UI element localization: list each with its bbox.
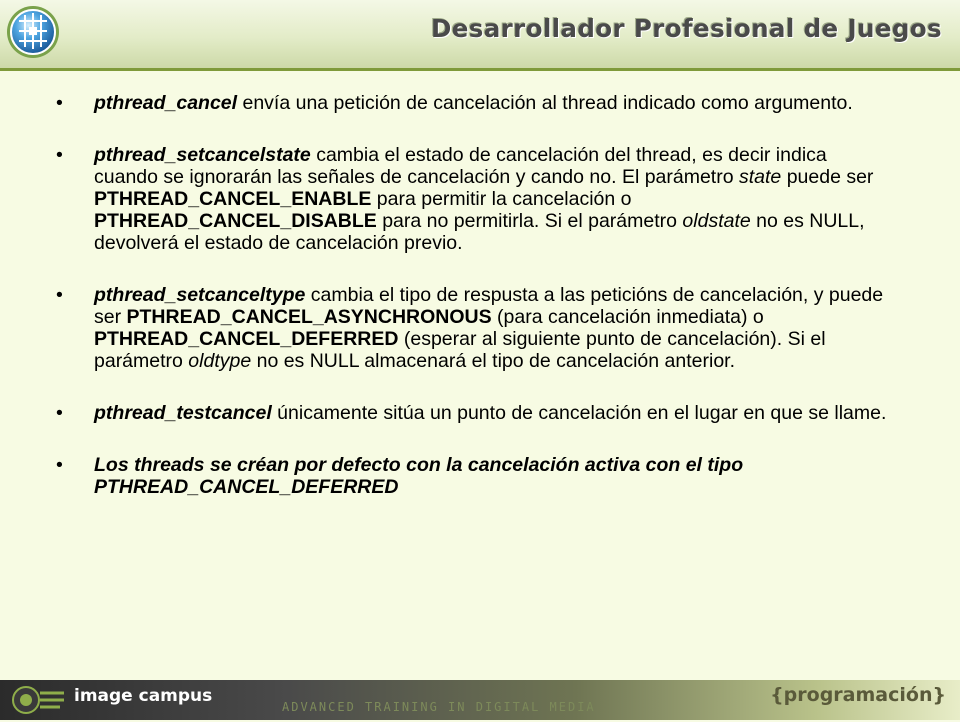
header-title: Desarrollador Profesional de Juegos (430, 14, 942, 43)
function-name: Los threads se créan por defecto con la cancelación activa con el tipo PTHREAD_CANCEL_DEFERRED (94, 454, 744, 498)
text-segment: (esperar al siguiente punto de cancelación). Si el parámetro (94, 328, 826, 372)
bullet-marker: • (56, 144, 63, 166)
bullet-text (94, 92, 896, 114)
footer-bar (0, 680, 960, 720)
parameter-name: oldstate (682, 210, 751, 232)
slide-content (56, 92, 896, 528)
function-name: pthread_testcancel (94, 402, 272, 424)
text-segment: únicamente sitúa un punto de cancelación en el lugar en que se llame. (271, 402, 887, 424)
circuit-globe-logo-icon (5, 3, 61, 61)
bullet-text (94, 284, 896, 372)
function-name: pthread_setcancelstate (94, 144, 311, 166)
text-segment: cambia el tipo de respusta a las peticións de cancelación, y puede ser (94, 284, 884, 328)
text-segment: no es NULL, devolverá el estado de cancelación previo. (94, 210, 865, 254)
bullet-item (56, 284, 896, 372)
bullet-marker: • (56, 402, 63, 424)
text-segment: puede ser (781, 166, 874, 188)
text-segment: no es NULL almacenará el tipo de cancelación anterior. (251, 350, 736, 372)
bullet-marker: • (56, 454, 63, 476)
footer-section-label: {programación} (770, 684, 946, 706)
text-segment: cambia el estado de cancelación del thread, es decir indica cuando se ignorarán las señales de cancelación y cando no. El parámetro (94, 144, 827, 188)
footer-brand: image campus (74, 686, 213, 706)
constant-name: PTHREAD_CANCEL_ASYNCHRONOUS (126, 306, 492, 328)
text-segment: (para cancelación inmediata) o (491, 306, 764, 328)
constant-name: PTHREAD_CANCEL_DEFERRED (94, 328, 399, 350)
bullet-marker: • (56, 92, 63, 114)
bullet-text (94, 454, 896, 498)
constant-name: PTHREAD_CANCEL_ENABLE (94, 188, 372, 210)
bullet-item (56, 144, 896, 254)
text-segment: para no permitirla. Si el parámetro (376, 210, 683, 232)
bullet-item (56, 92, 896, 114)
bullet-item (56, 454, 896, 498)
parameter-name: state (739, 166, 782, 188)
bullet-item (56, 402, 896, 424)
bullet-text (94, 402, 896, 424)
text-segment: envía una petición de cancelación al thread indicado como argumento. (237, 92, 853, 114)
parameter-name: oldtype (188, 350, 252, 372)
footer-tagline: ADVANCED TRAINING IN DIGITAL MEDIA (282, 700, 596, 714)
image-campus-logo-icon (10, 683, 70, 717)
function-name: pthread_setcanceltype (94, 284, 306, 306)
function-name: pthread_cancel (94, 92, 238, 114)
bullet-marker: • (56, 284, 63, 306)
header-bar (0, 0, 960, 71)
text-segment: para permitir la cancelación o (371, 188, 632, 210)
constant-name: PTHREAD_CANCEL_DISABLE (94, 210, 377, 232)
bullet-text (94, 144, 896, 254)
